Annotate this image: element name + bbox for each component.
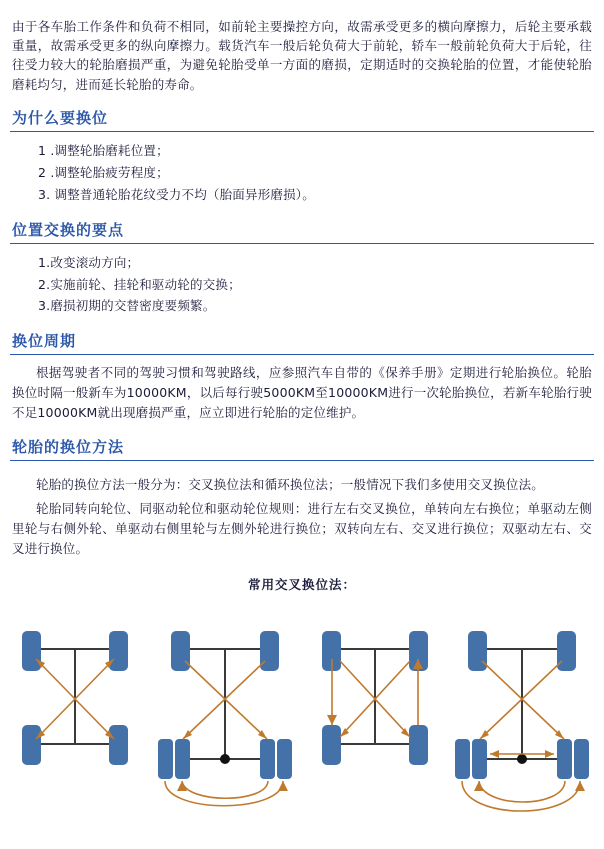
axle-lines — [183, 649, 267, 759]
list-item: 2 .调整轮胎疲劳程度； — [38, 164, 169, 180]
section-list — [10, 252, 594, 318]
section-divider — [10, 460, 594, 461]
section-divider — [10, 131, 594, 132]
rotation-arrows — [165, 661, 288, 806]
section-divider — [10, 243, 594, 244]
figure-area — [10, 599, 594, 849]
diagram-2 — [155, 599, 295, 849]
list-item: 1 .调整轮胎磨耗位置； — [38, 143, 169, 158]
section-paragraph: 轮胎同转向轮位、同驱动轮位和驱动轮位规则：进行左右交叉换位，单转向左右换位；单驱动左侧里轮与右侧外轮、单驱动右侧里轮与左侧外轮进行换位；双转向左右、交叉进行换位；双驱动左右、交叉进行换位。 — [12, 501, 592, 557]
section-key-points — [10, 219, 594, 318]
list-item: 2.实施前轮、挂轮和驱动轮的交换； — [38, 276, 241, 292]
section-divider — [10, 354, 594, 355]
section-list — [10, 140, 594, 206]
section-rotation-methods — [10, 436, 594, 559]
document-page — [0, 13, 604, 813]
section-rotation-cycle — [10, 330, 594, 423]
list-item: 1.改变滚动方向； — [38, 254, 140, 270]
axle-lines — [340, 649, 410, 744]
intro-paragraph: 由于各车胎工作条件和负荷不相同，如前轮主要操控方向，故需承受更多的横向摩擦力，后轮主要承载重量，故需承受更多的纵向摩擦力。载货汽车一般后轮负荷大于前轮，轿车一般前轮负荷大于后轮，往往受力较大的轮胎磨损严重，为避免轮胎受单一方面的磨损，定期适时的交换轮胎的位置，才能使轮胎磨耗均匀，进而延长轮胎的寿命。 — [12, 18, 592, 92]
rotation-arrows — [462, 661, 585, 811]
diagram-1 — [10, 599, 140, 849]
section-title: 位置交换的要点 — [12, 220, 125, 239]
axle-lines — [480, 649, 564, 759]
figure-caption: 常用交叉换位法： — [247, 577, 356, 593]
differential-dot — [517, 754, 527, 764]
section-title: 为什么要换位 — [12, 109, 109, 127]
section-title: 换位周期 — [12, 332, 77, 351]
differential-dot — [220, 754, 230, 764]
axle-lines — [40, 649, 110, 744]
section-title: 轮胎的换位方法 — [12, 438, 125, 457]
list-item: 3.磨损初期的交替密度要频繁。 — [38, 298, 216, 314]
section-paragraph: 轮胎的换位方法一般分为：交叉换位法和循环换位法；一般情况下我们多使用交叉换位法。 — [36, 477, 545, 493]
section-why-rotate — [10, 107, 594, 206]
list-item: 3. 调整普通轮胎花纹受力不均（胎面异形磨损）。 — [38, 186, 315, 202]
diagram-4 — [450, 599, 595, 849]
diagram-3 — [310, 599, 440, 849]
section-paragraph: 根据驾驶者不同的驾驶习惯和驾驶路线，应参照汽车自带的《保养手册》定期进行轮胎换位。轮胎换位时隔一般新车为10000KM，以后每行驶5000KM至10000KM进行一次轮胎换位，若新车轮胎行驶不足10000KM就出现磨损严重，应立即进行轮胎的定位维护。 — [12, 365, 592, 421]
